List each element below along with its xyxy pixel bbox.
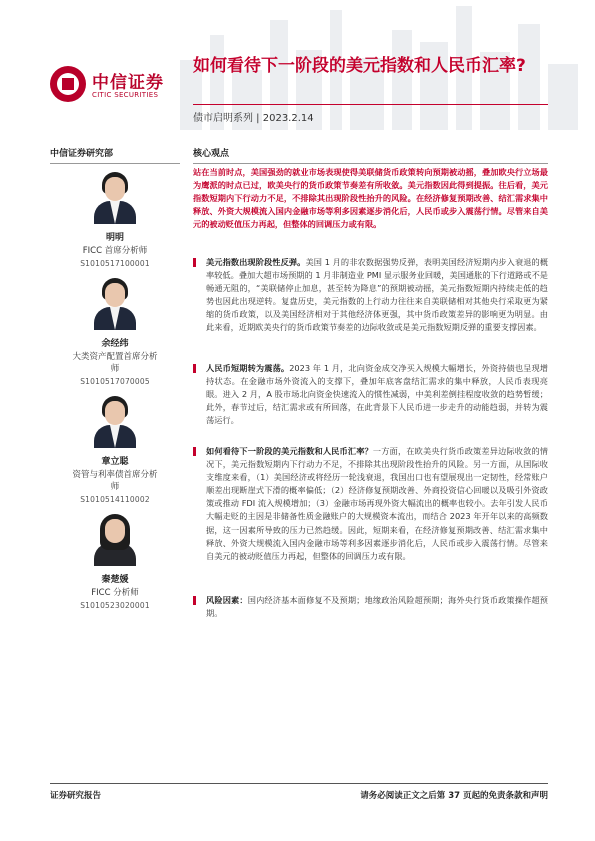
avatar [92, 396, 138, 448]
analyst-id: S1010523020001 [80, 601, 150, 610]
report-title: 如何看待下一阶段的美元指数和人民币汇率? [193, 56, 526, 76]
summary-paragraph: 站在当前时点，美国强劲的就业市场表现使得美联储货币政策转向预期被动摇，叠加欧央行立场最为鹰派的时点已过，欧美央行的货币政策节奏差有所收敛。美元指数因此得到提振。往后看，美元指数短期内下行动力不足，不排除其出现阶段性抬升的风险。在经济修复预期改善、结汇需求集中释放、外资大规模流入国内金融市场等利多因素逐步消化后，人民币或步入震荡行情。尽管来自美元的被动贬值压力再起，但整体的回调压力或有限。 [193, 167, 548, 230]
footer-divider [50, 783, 548, 784]
avatar [92, 514, 138, 566]
analyst-name: 余经纬 [101, 339, 129, 349]
subtitle-separator: | [253, 113, 263, 124]
key-point [193, 362, 548, 427]
analyst-role: 大类资产配置首席分析师 [72, 352, 158, 374]
key-point [193, 594, 548, 620]
analyst-card [50, 514, 180, 610]
key-point-lead: 风险因素： [206, 595, 248, 605]
bullet-marker [193, 596, 196, 605]
report-date: 2023.2.14 [262, 113, 314, 124]
core-views-header: 核心观点 [193, 146, 548, 164]
key-point-lead: 人民币短期转为震荡。 [206, 363, 290, 373]
research-dept-header: 中信证券研究部 [50, 146, 180, 164]
key-point [193, 445, 548, 563]
bullet-marker [193, 447, 196, 456]
analyst-role: 资管与利率债首席分析师 [72, 470, 158, 492]
brand-name-cn: 中信证券 [92, 73, 164, 93]
avatar [92, 172, 138, 224]
key-point-text: 2023 年 1 月，北向资金成交净买入规模大幅增长，外资持债也呈现增持状态。在金融市场外资流入的支撑下，叠加年底客盘结汇需求的集中释放，人民币表现亮眼。进入 2 月，A 股市场北向资金快速流入的惯性减弱，中美利差倒挂程度收敛的趋势暂缓；此外，春节过后，结汇需求或有所回落，在此背景下人民币进一步走升的动能趋弱，并转为震荡运行。 [206, 363, 548, 426]
analyst-card [50, 396, 180, 504]
analyst-name: 秦楚媛 [101, 575, 129, 585]
report-series: 债市启明系列 [193, 113, 253, 124]
citic-logo-icon [50, 66, 86, 102]
analyst-card [50, 172, 180, 268]
analyst-card [50, 278, 180, 386]
footer-report-type: 证券研究报告 [50, 791, 102, 801]
key-point-text: 一方面，在欧美央行货币政策差异边际收敛的情况下，美元指数短期内下行动力不足，不排除其出现阶段性抬升的风险。另一方面，从国际收支维度来看，（1）美国经济或将经历一轮浅衰退，我国出口也有望展现出一定韧性，经常账户顺差出现断崖式下滑的概率偏低；（2）经济修复预期改善、外商投资信心回暖以及吸引外资政策或推动 FDI 流入规模增加；（3）金融市场再现外资大幅流出的概率也较小。去年引发人民币大幅走贬的主因是非储备性质金融账户的大规模资本流出，而结合 2023 年开年以来的高频数据，这一因素所导致的压力已然趋缓。因此，短期来看，在经济修复预期改善、结汇需求集中释放、外资大规模流入国内金融市场等利多因素逐步消化后，人民币或步入震荡行情。尽管来自美元的被动贬值压力再起，但整体的回调压力或有限。 [206, 446, 548, 561]
analyst-role: FICC 分析师 [91, 588, 139, 598]
analyst-id: S1010517070005 [80, 377, 150, 386]
analyst-id: S1010517100001 [80, 259, 150, 268]
report-subtitle [193, 109, 314, 124]
analyst-name: 章立聪 [101, 457, 129, 467]
analyst-name: 明明 [105, 233, 124, 243]
key-point [193, 256, 548, 335]
bullet-marker [193, 258, 196, 267]
key-point-text: 美国 1 月的非农数据强势反弹，表明美国经济短期内步入衰退的概率较低。叠加大超市场预期的 1 月非制造业 PMI 显示服务业回暖，美国通胀的下行道路或不是畅通无阻的，“美联储停止加息，甚至转为降息”的预期被动摇，美元指数短期内持续走低的趋势也因此出现逆转。复盘历史，美元指数的上行动力往往来自美联储相对其他央行采取更为紧缩的货币政策，以及美国经济相对于其他经济体更强，其中货币政策差异的影响更为明显。由此来看，近期欧美央行的货币政策节奏差的边际收敛或是美元指数短期反弹的重要支撑因素。 [206, 257, 548, 333]
key-point-lead: 如何看待下一阶段的美元指数和人民币汇率？ [206, 446, 373, 456]
brand-name-en: CITIC SECURITIES [92, 91, 159, 99]
brand-logo [50, 66, 190, 106]
title-divider [193, 104, 548, 105]
analyst-role: FICC 首席分析师 [82, 246, 148, 256]
footer-disclaimer: 请务必阅读正文之后第 37 页起的免责条款和声明 [360, 791, 548, 801]
key-point-lead: 美元指数出现阶段性反弹。 [206, 257, 306, 267]
analyst-id: S1010514110002 [80, 495, 150, 504]
key-point-text: 国内经济基本面修复不及预期；地缘政治风险超预期；海外央行货币政策操作超预期。 [206, 595, 548, 619]
avatar [92, 278, 138, 330]
bullet-marker [193, 364, 196, 373]
